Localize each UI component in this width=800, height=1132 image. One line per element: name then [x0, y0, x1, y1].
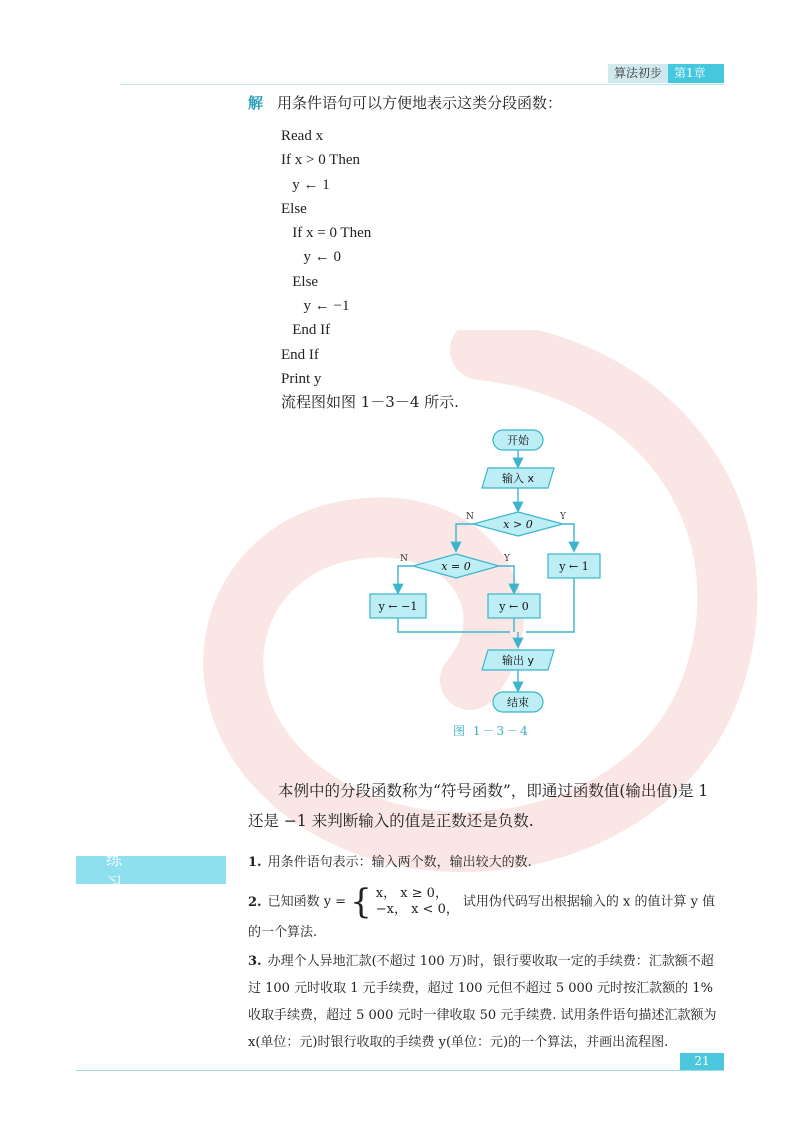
explanation-paragraph: 本例中的分段函数称为“符号函数”，即通过函数值(输出值)是 1 还是 −1 来判断输入的值是正数还是负数.: [248, 782, 709, 830]
code-line: If x = 0 Then: [281, 225, 372, 242]
code-line: End If: [281, 322, 331, 339]
piecewise-case: −x， x < 0，: [375, 902, 459, 917]
code-line: y ← −1: [281, 298, 350, 315]
flowchart-assign-zero-label: y ← 0: [499, 600, 529, 613]
flowchart-reference: 流程图如图 1－3－4 所示.: [281, 393, 459, 411]
exercise-text: 已知函数 y =: [267, 894, 347, 910]
flowchart-yes-label: Y: [504, 554, 510, 564]
header-divider: [120, 84, 725, 85]
exercise-item: [248, 849, 726, 876]
header-chapter: 第1章: [668, 64, 724, 83]
exercise-text: 用条件语句表示：输入两个数，输出较大的数.: [267, 855, 532, 870]
flowchart-no-label: N: [466, 512, 474, 522]
code-line: If x > 0 Then: [281, 152, 360, 169]
exercise-number: 1.: [248, 855, 262, 870]
flowchart-no-label: N: [400, 554, 408, 564]
flowchart-start-label: 开始: [507, 434, 529, 447]
exercise-text: 办理个人异地汇款(不超过 100 万)时，银行要收取一定的手续费：汇款额不超过 100 元时收取 1 元手续费，超过 100 元但不超过 5 000 元时按汇款额的 1% 收取手续费，超过 5 000 元时一律收取 50 元手续费. 试用条件语句描述汇款额为 x(单位：元)时银行收取的手续费 y(单位：元)的一个算法，并画出流程图.: [248, 954, 717, 1050]
code-line: Read x: [281, 128, 324, 144]
flowchart-input-label: 输入 x: [501, 472, 535, 485]
footer-divider: [76, 1070, 724, 1071]
exercise-item: [248, 948, 726, 1056]
piecewise-case: x， x ≥ 0，: [375, 886, 448, 901]
flowchart-assign-negative-label: y ← −1: [378, 600, 418, 613]
solution-intro: [248, 92, 562, 113]
flowchart-yes-label: Y: [560, 512, 566, 522]
exercise-item: [248, 882, 726, 946]
code-line: Else: [281, 200, 307, 217]
flowchart: [350, 420, 650, 740]
exercise-number: 3.: [248, 954, 262, 969]
code-line: y ← 0: [281, 249, 341, 266]
piecewise-function: [350, 882, 459, 922]
running-header: [608, 64, 724, 83]
code-line: Print y: [281, 370, 322, 387]
code-line: y ← 1: [281, 176, 330, 193]
exercise-text: 试用伪代码写出根据输入的 x 的值计算 y 值的一个算法.: [248, 894, 716, 940]
header-section-title: 算法初步: [608, 64, 668, 83]
solution-text: 用条件语句可以方便地表示这类分段函数：: [277, 94, 563, 112]
solution-label: 解: [248, 94, 264, 112]
flowchart-assign-positive-label: y ← 1: [559, 560, 589, 573]
flowchart-decision2-label: x = 0: [441, 560, 471, 573]
exercise-heading: 练 习: [76, 856, 226, 884]
flowchart-output-label: 输出 y: [501, 654, 535, 667]
flowchart-decision1-label: x > 0: [503, 518, 533, 531]
flowchart-end-label: 结束: [507, 696, 529, 709]
code-line: End If: [281, 346, 319, 363]
exercise-number: 2.: [248, 894, 262, 910]
brace-symbol: {: [350, 882, 372, 922]
pseudocode-block: [281, 124, 371, 391]
page-number: 21: [680, 1053, 724, 1070]
code-line: Else: [281, 273, 319, 290]
figure-number: 图 1－3－4: [453, 724, 530, 738]
